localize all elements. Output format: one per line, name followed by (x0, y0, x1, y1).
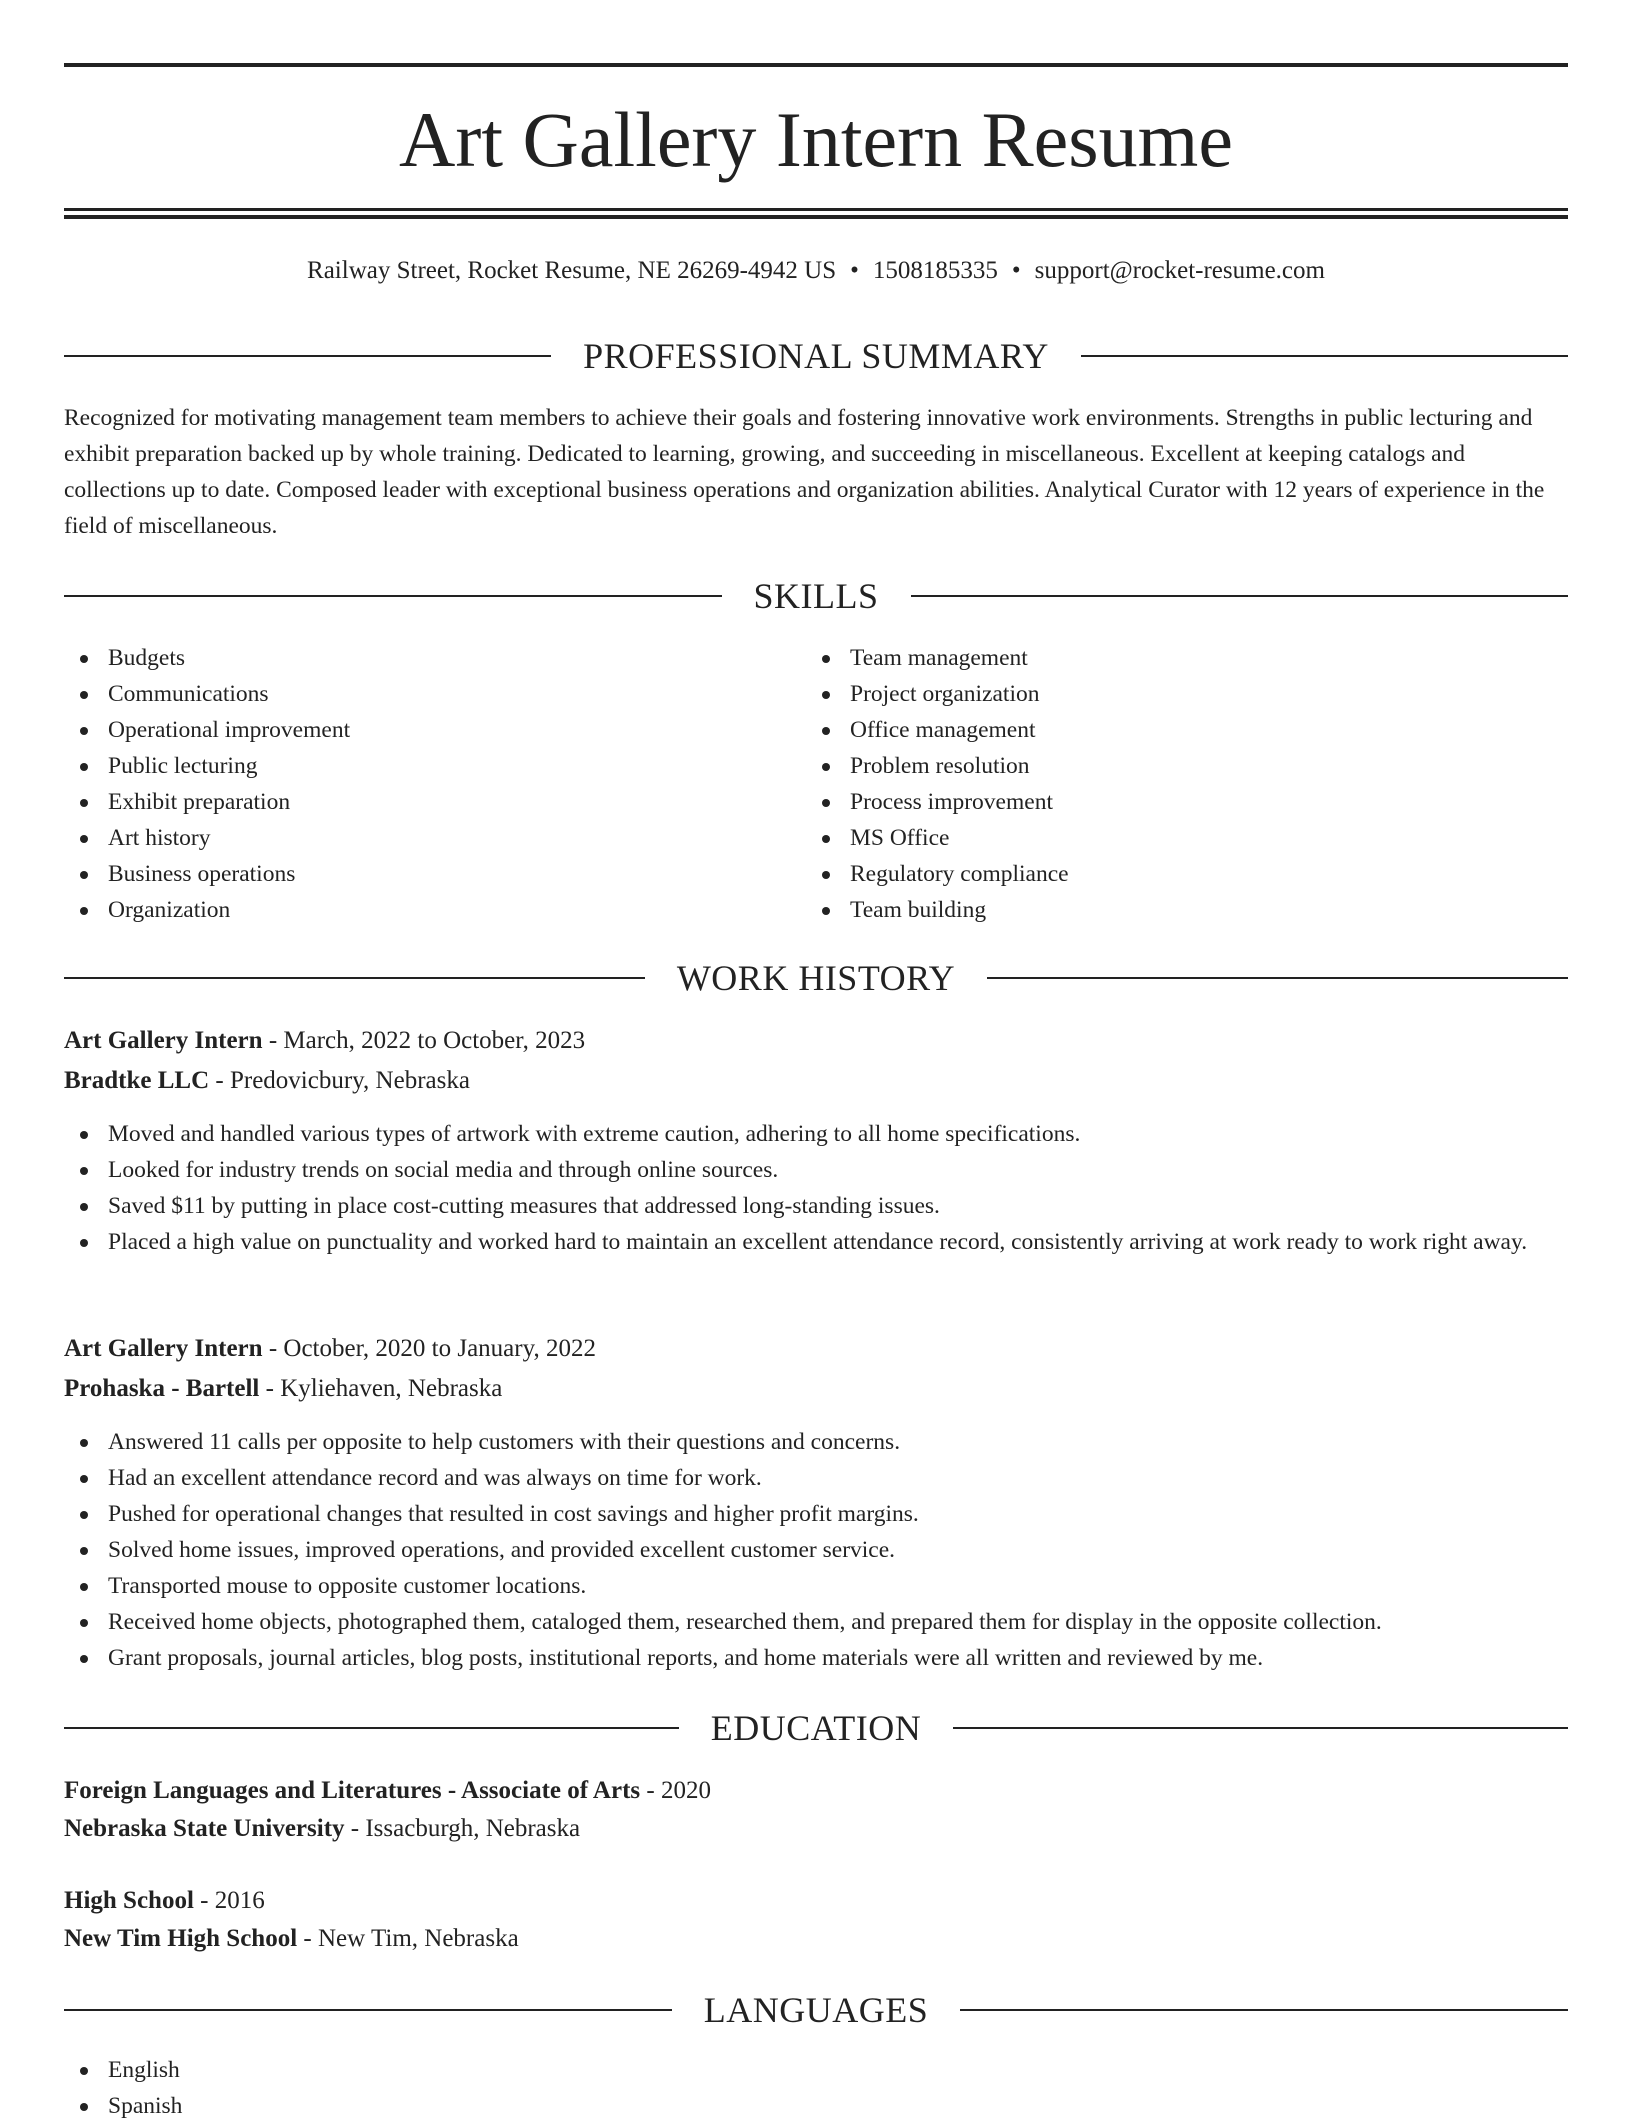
job-title: Art Gallery Intern (64, 1335, 263, 1362)
language-item: Spanish (64, 2088, 1568, 2124)
education-degree-line (64, 1883, 1568, 1919)
skill-item: Budgets (64, 640, 764, 676)
skill-item: Operational improvement (64, 712, 764, 748)
section-heading-work-history (64, 956, 1568, 1000)
job-bullet: Had an excellent attendance record and was always on time for work. (64, 1460, 1568, 1496)
skill-item: Communications (64, 676, 764, 712)
skill-item: Team building (806, 892, 1506, 928)
heading-rule (64, 595, 722, 597)
education-year: - 2016 (193, 1887, 265, 1914)
contact-separator: • (1011, 257, 1021, 284)
section-heading-education (64, 1706, 1568, 1750)
job-bullet: Solved home issues, improved operations, and provided excellent customer service. (64, 1532, 1568, 1568)
job-company-line (64, 1371, 1568, 1407)
top-rule (64, 63, 1568, 67)
skill-item: Office management (806, 712, 1506, 748)
section-heading-label: SKILLS (753, 576, 879, 616)
section-heading-label: PROFESSIONAL SUMMARY (583, 336, 1049, 376)
title-rule-lower (64, 215, 1568, 219)
education-degree: Foreign Languages and Literatures - Associate of Arts (64, 1777, 641, 1804)
heading-rule (64, 977, 645, 979)
skill-item: Art history (64, 820, 764, 856)
contact-email: support@rocket-resume.com (1034, 257, 1325, 284)
education-school: New Tim High School (64, 1925, 298, 1952)
education-location: - New Tim, Nebraska (297, 1925, 519, 1952)
heading-rule (987, 977, 1568, 979)
language-item: English (64, 2052, 1568, 2088)
skill-item: Business operations (64, 856, 764, 892)
job-bullets (64, 1424, 1568, 1676)
job-title-line (64, 1023, 1568, 1059)
skill-item: Problem resolution (806, 748, 1506, 784)
skill-item: Organization (64, 892, 764, 928)
resume-title: Art Gallery Intern Resume (399, 96, 1233, 183)
skill-item: Exhibit preparation (64, 784, 764, 820)
job-location: - Predovicbury, Nebraska (209, 1067, 470, 1094)
job-bullet: Looked for industry trends on social media and through online sources. (64, 1152, 1568, 1188)
job-bullet: Moved and handled various types of artwork with extreme caution, adhering to all home specifications. (64, 1116, 1568, 1152)
section-heading-skills (64, 574, 1568, 618)
heading-rule (953, 1727, 1568, 1729)
heading-rule (911, 595, 1569, 597)
heading-rule (960, 2009, 1568, 2011)
job-bullet: Received home objects, photographed them, cataloged them, researched them, and prepared them for display in the opposite collection. (64, 1604, 1568, 1640)
job-title: Art Gallery Intern (64, 1027, 263, 1054)
education-year: - 2020 (640, 1777, 711, 1804)
title-rule-upper (64, 208, 1568, 211)
section-heading-label: LANGUAGES (703, 1990, 929, 2030)
skill-item: Team management (806, 640, 1506, 676)
section-heading-label: WORK HISTORY (676, 958, 956, 998)
education-location: - Issacburgh, Nebraska (344, 1815, 581, 1842)
heading-rule (1081, 355, 1568, 357)
contact-phone: 1508185335 (872, 257, 998, 284)
skill-item: MS Office (806, 820, 1506, 856)
job-dates: - October, 2020 to January, 2022 (262, 1335, 596, 1362)
job-location: - Kyliehaven, Nebraska (259, 1375, 503, 1402)
skill-item: Public lecturing (64, 748, 764, 784)
job-bullet: Placed a high value on punctuality and worked hard to maintain an excellent attendance record, consistently arriving at work ready to work right away. (64, 1224, 1568, 1260)
job-bullet: Grant proposals, journal articles, blog posts, institutional reports, and home materials were all written and reviewed by me. (64, 1640, 1568, 1676)
summary-text: Recognized for motivating management team members to achieve their goals and fostering innovative work environments. Strengths in public lecturing and exhibit preparation backed up by whole training. Dedicated to learning, growing, and succeeding in miscellaneous. Excellent at keeping catalogs and collections up to date. Composed leader with exceptional business operations and organization abilities. Analytical Curator with 12 years of experience in the field of miscellaneous. (64, 405, 1545, 539)
job-title-line (64, 1331, 1568, 1367)
education-degree-line (64, 1773, 1568, 1809)
skills-column-left (64, 640, 764, 928)
heading-rule (64, 2009, 672, 2011)
contact-line (64, 254, 1568, 288)
heading-rule (64, 355, 551, 357)
job-bullets (64, 1116, 1568, 1260)
section-heading-label: EDUCATION (710, 1708, 922, 1748)
job-bullet: Answered 11 calls per opposite to help customers with their questions and concerns. (64, 1424, 1568, 1460)
job-bullet: Saved $11 by putting in place cost-cutting measures that addressed long-standing issues. (64, 1188, 1568, 1224)
section-heading-summary (64, 334, 1568, 378)
job-company: Bradtke LLC (64, 1067, 210, 1094)
job-dates: - March, 2022 to October, 2023 (262, 1027, 586, 1054)
job-company: Prohaska - Bartell (64, 1375, 260, 1402)
job-bullet: Pushed for operational changes that resulted in cost savings and higher profit margins. (64, 1496, 1568, 1532)
heading-rule (64, 1727, 679, 1729)
skills-column-right (806, 640, 1506, 928)
education-school-line (64, 1921, 1568, 1957)
skill-item: Process improvement (806, 784, 1506, 820)
job-bullet: Transported mouse to opposite customer locations. (64, 1568, 1568, 1604)
contact-address: Railway Street, Rocket Resume, NE 26269-4942 US (307, 257, 837, 284)
contact-separator: • (850, 257, 859, 284)
education-degree: High School (64, 1887, 194, 1914)
education-school: Nebraska State University (64, 1815, 345, 1842)
languages-list (64, 2052, 1568, 2124)
skill-item: Regulatory compliance (806, 856, 1506, 892)
skill-item: Project organization (806, 676, 1506, 712)
section-heading-languages (64, 1988, 1568, 2032)
job-company-line (64, 1063, 1568, 1099)
education-school-line (64, 1811, 1568, 1847)
